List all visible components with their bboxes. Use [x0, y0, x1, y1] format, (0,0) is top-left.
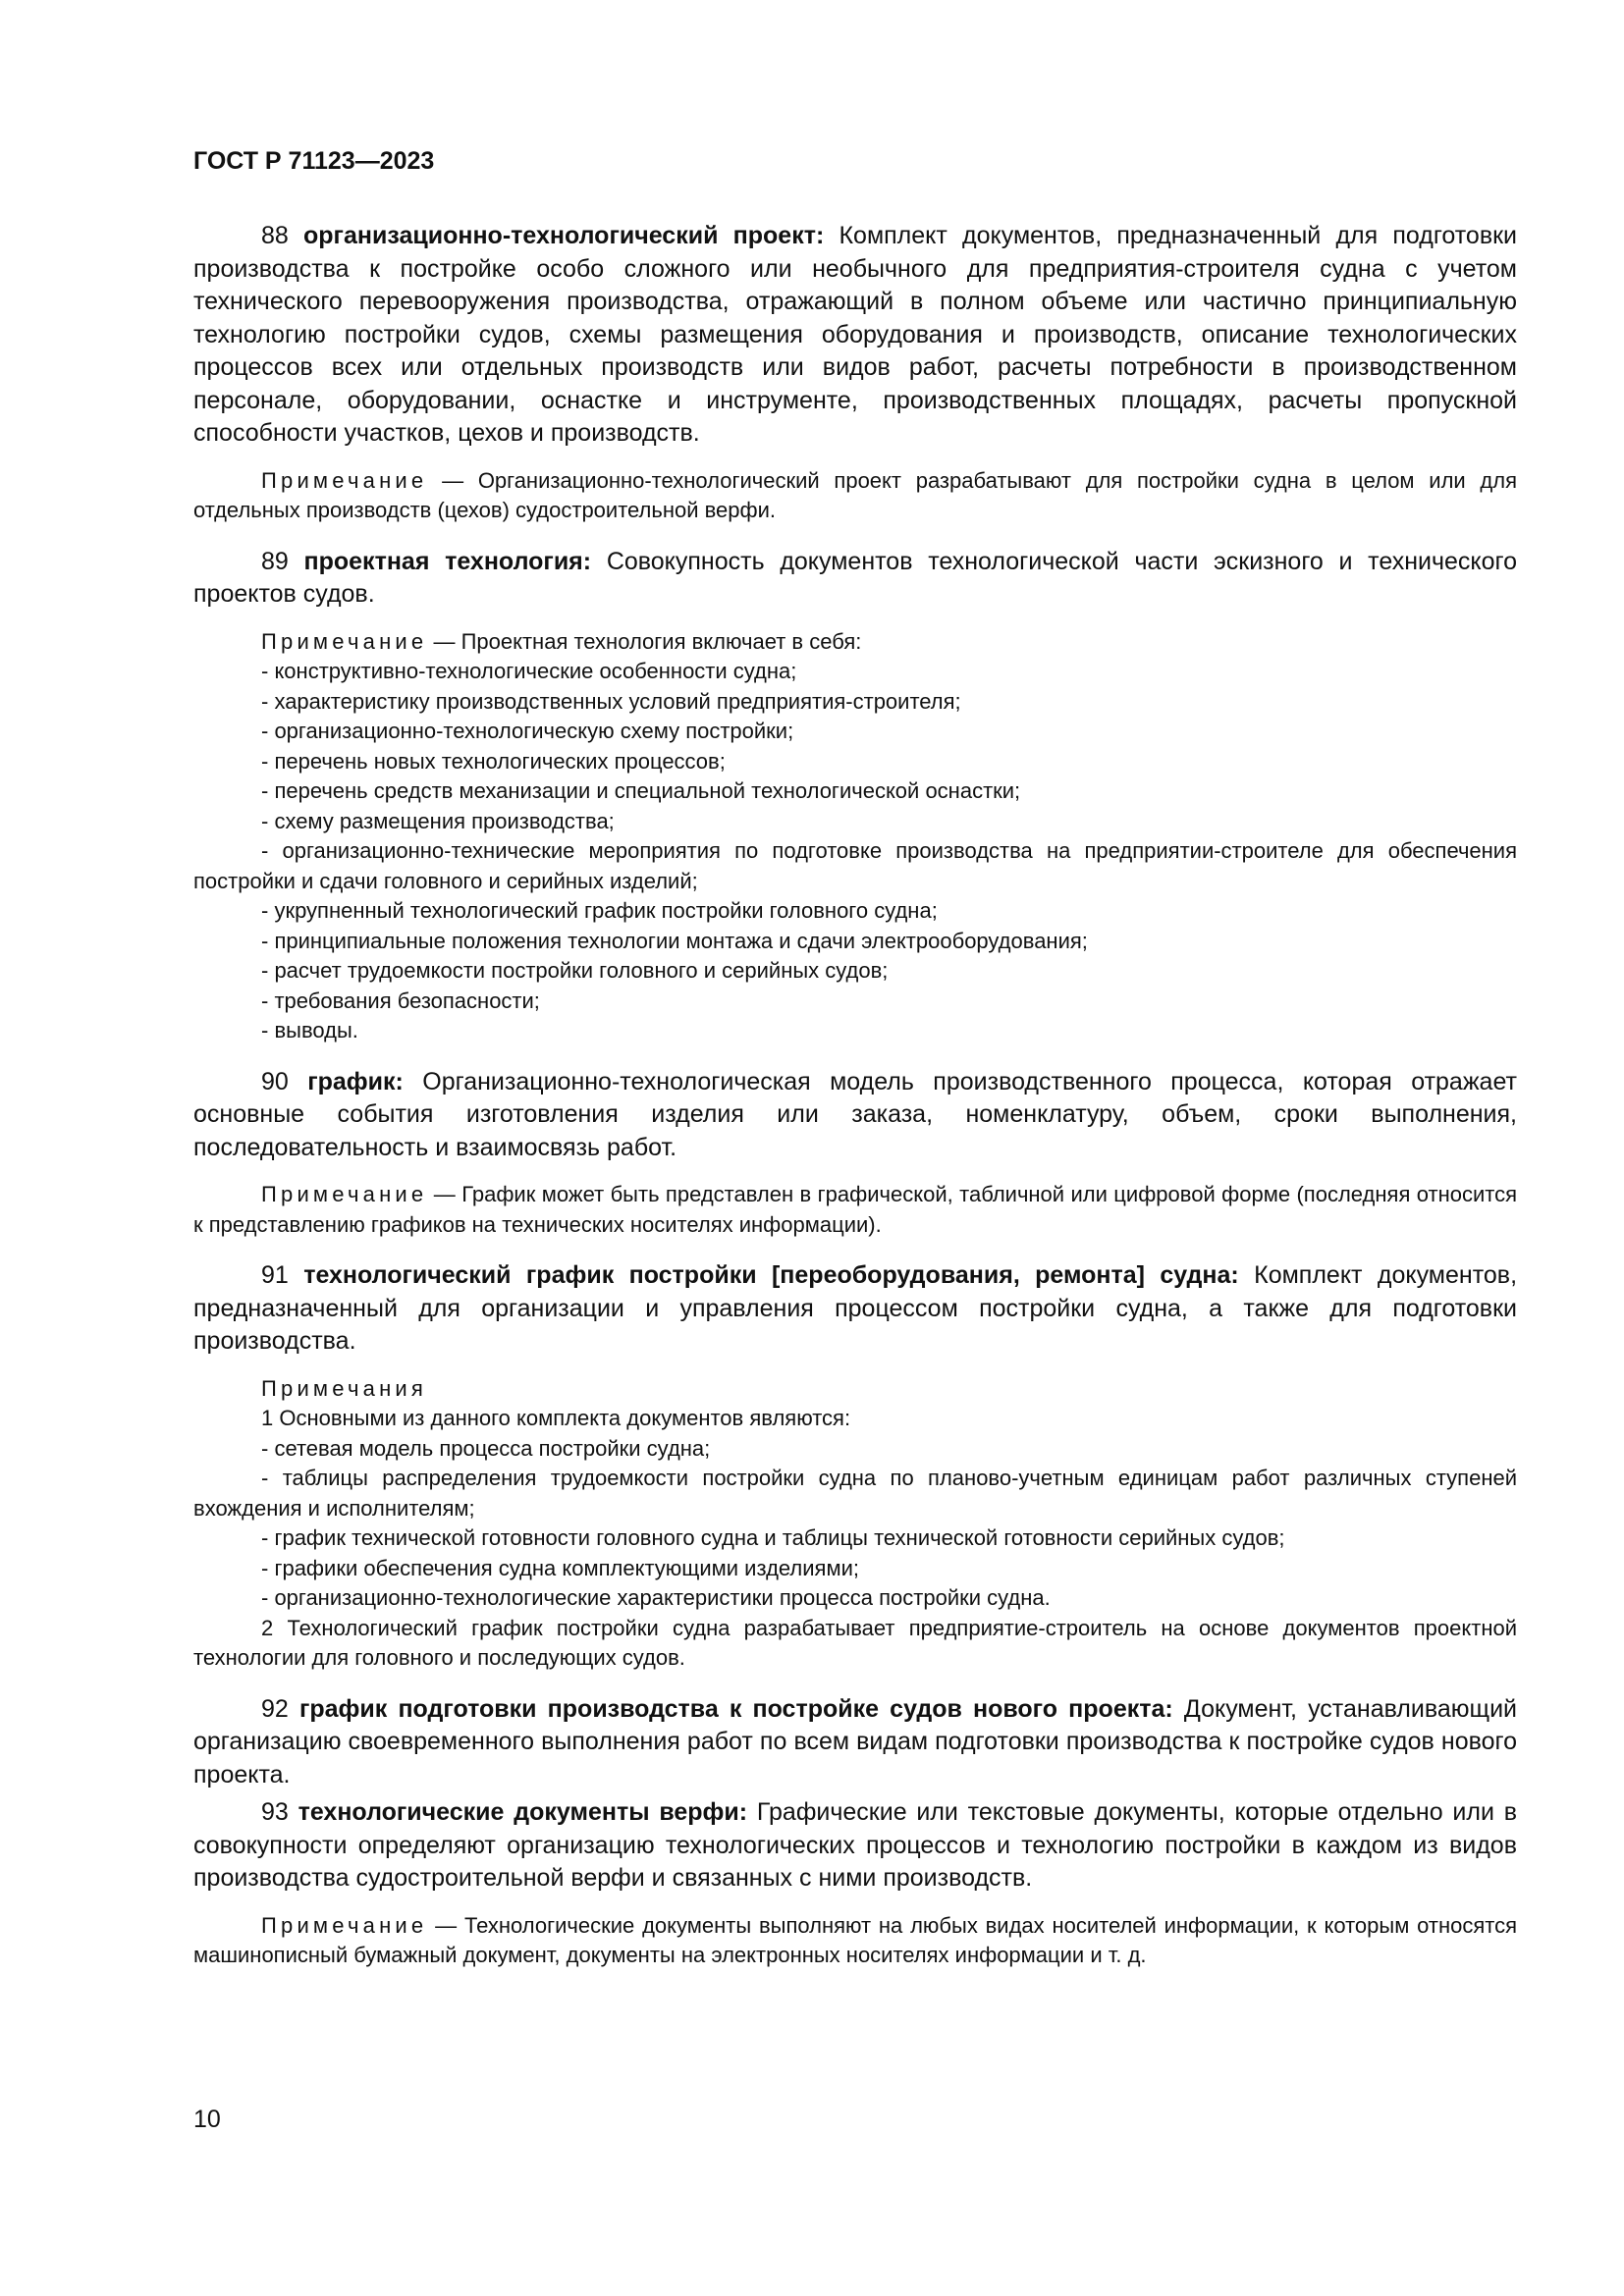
list-item: - выводы.	[261, 1018, 358, 1042]
note-text: Проектная технология включает в себя:	[460, 628, 862, 654]
list-item: - конструктивно-технологические особенности судна;	[261, 659, 797, 683]
term-title: технологические документы верфи:	[298, 1798, 748, 1826]
list-item: - таблицы распределения трудоемкости постройки судна по планово-учетным единицам работ различных ступеней вхождения и исполнителям;	[193, 1466, 1517, 1521]
note-90: Примечание — График может быть представлен в графической, табличной или цифровой форме (последняя относится к представлению графиков на технических носителях информации).	[193, 1182, 1518, 1237]
list-item: - требования безопасности;	[261, 988, 540, 1013]
note-text: 2 Технологический график постройки судна разрабатывает предприятие-строитель на основе документов проектной технологии для головного и последующих судов.	[193, 1615, 1517, 1670]
term-number: 90	[261, 1067, 289, 1095]
term-number: 88	[261, 222, 289, 249]
term-definition: Комплект документов, предназначенный для организации и управления процессом постройки судна, а также для подготовки производства.	[193, 1261, 1518, 1355]
note-text: График может быть представлен в графической, табличной или цифровой форме (последняя относится к представлению графиков на технических носителях информации).	[193, 1182, 1518, 1237]
term-number: 91	[261, 1261, 289, 1289]
term-definition: Документ, устанавливающий организацию своевременного выполнения работ по всем видам подготовки производства к постройке судов нового проекта.	[193, 1694, 1518, 1789]
list-item: - перечень новых технологических процессов;	[261, 748, 726, 774]
term-definition: Совокупность документов технологической части эскизного и технического проектов судов.	[193, 547, 1517, 608]
note-89: Примечание — Проектная технология включает в себя: - конструктивно-технологические особенности судна; - характеристику производственных условий предприятия-строителя; - организационно-технологическую схему постройки; - перечень новых технологических процессов; - перечень средств механизации и специальной технологической оснастки; - схему размещения производства; - организационно-технические мероприятия по подготовке производства на предприятии-строителе для обеспечения постройки и сдачи головного и серийных изделий; - укрупненный технологический график постройки головного судна; - принципиальные положения технологии монтажа и сдачи электрооборудования; - расчет трудоемкости постройки головного и серийных судов; - требования безопасности; - выводы.	[193, 627, 1517, 1046]
list-item: - организационно-технологическую схему постройки;	[261, 719, 794, 743]
page-number: 10	[193, 2106, 221, 2133]
list-item: - сетевая модель процесса постройки судна;	[261, 1435, 711, 1461]
note-label: Примечание	[261, 467, 428, 493]
note-label: Примечание	[261, 628, 428, 654]
list-item: - расчет трудоемкости постройки головного и серийных судов;	[261, 958, 889, 983]
term-number: 89	[261, 547, 289, 575]
term-90	[193, 1066, 1517, 1165]
notes-label: Примечания	[261, 1375, 428, 1401]
note-text: 1 Основными из данного комплекта документов являются:	[261, 1406, 851, 1430]
list-item: - характеристику производственных условий предприятия-строителя;	[261, 688, 961, 714]
term-92	[193, 1693, 1517, 1792]
term-title: организационно-технологический проект:	[303, 222, 825, 249]
term-definition: Комплект документов, предназначенный для подготовки производства к постройке особо сложного или необычного для предприятия-строителя судна с учетом технического перевооружения производства, отражающий в полном объеме или частично принципиальную технологию постройки судов, схемы размещения оборудования и производств, описание технологических процессов всех или отдельных производств или видов работ, расчеты потребности в производственном персонале, оборудовании, оснастке и инструменте, производственных площадях, расчеты пропускной способности участков, цехов и производств.	[193, 222, 1518, 447]
term-93	[193, 1796, 1517, 1896]
list-item: - укрупненный технологический график постройки головного судна;	[261, 898, 938, 923]
term-number: 93	[261, 1798, 289, 1826]
note-label: Примечание	[261, 1912, 428, 1938]
term-88	[193, 220, 1517, 451]
term-title: проектная технология:	[303, 547, 592, 575]
document-page	[193, 147, 1517, 1991]
term-91	[193, 1259, 1517, 1359]
note-text: Организационно-технологический проект разрабатывают для постройки судна в целом или для отдельных производств (цехов) судостроительной верфи.	[193, 467, 1518, 522]
note-label: Примечание	[261, 1182, 428, 1206]
term-title: технологический график постройки [переоборудования, ремонта] судна:	[303, 1261, 1239, 1289]
note-88: Примечание — Организационно-технологический проект разрабатывают для постройки судна в целом или для отдельных производств (цехов) судостроительной верфи.	[193, 467, 1518, 522]
note-text: Технологические документы выполняют на любых видах носителей информации, к которым относятся машинописный бумажный документ, документы на электронных носителях информации и т. д.	[193, 1912, 1517, 1967]
term-definition: Организационно-технологическая модель производственного процесса, которая отражает основные события изготовления изделия или заказа, номенклатуру, объем, сроки выполнения, последовательность и взаимосвязь работ.	[193, 1067, 1517, 1161]
note-93: Примечание — Технологические документы выполняют на любых видах носителей информации, к которым относятся машинописный бумажный документ, документы на электронных носителях информации и т. д.	[193, 1912, 1517, 1967]
list-item: - схему размещения производства;	[261, 808, 615, 833]
term-89	[193, 546, 1517, 612]
list-item: - организационно-технические мероприятия по подготовке производства на предприятии-строителе для обеспечения постройки и сдачи головного и серийных изделий;	[193, 838, 1517, 893]
term-number: 92	[261, 1694, 289, 1723]
term-title: график:	[307, 1067, 404, 1095]
term-definition: Графические или текстовые документы, которые отдельно или в совокупности определяют организацию технологических процессов и технологию постройки в каждом из видов производства судостроительной верфи и связанных с ними производств.	[193, 1798, 1517, 1892]
list-item: - перечень средств механизации и специальной технологической оснастки;	[261, 778, 1021, 803]
note-91	[193, 1374, 1517, 1674]
list-item: - графики обеспечения судна комплектующими изделиями;	[261, 1555, 859, 1580]
list-item: - организационно-технологические характеристики процесса постройки судна.	[261, 1585, 1051, 1610]
term-title: график подготовки производства к постройке судов нового проекта:	[298, 1694, 1173, 1723]
list-item: - график технической готовности головного судна и таблицы технической готовности серийных судов;	[261, 1525, 1285, 1550]
list-item: - принципиальные положения технологии монтажа и сдачи электрооборудования;	[261, 928, 1088, 953]
document-header: ГОСТ Р 71123—2023	[193, 147, 435, 175]
